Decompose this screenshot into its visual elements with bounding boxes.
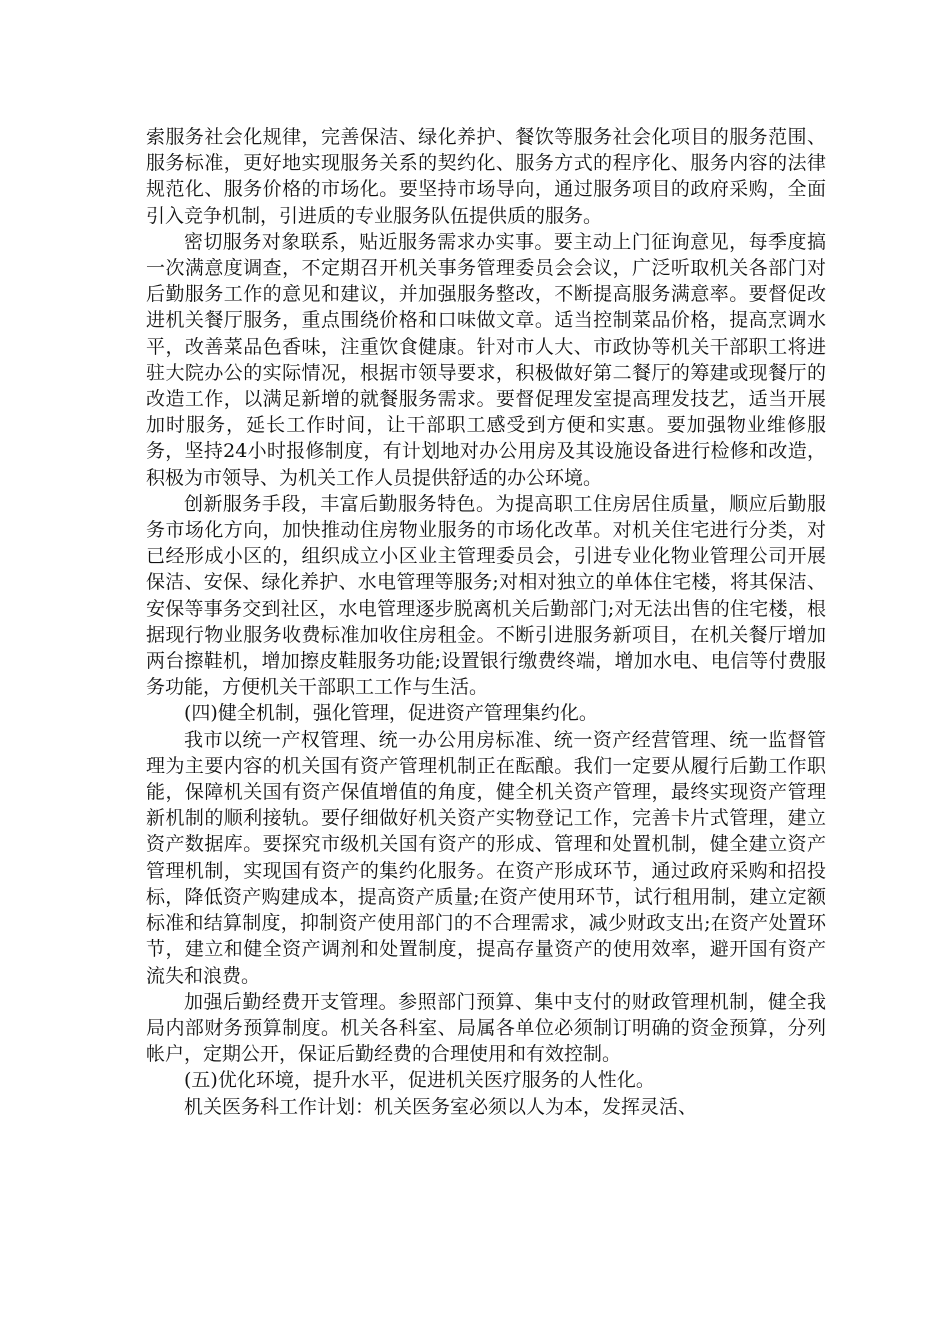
section-heading-5: (五)优化环境，提升水平，促进机关医疗服务的人性化。: [184, 1069, 655, 1092]
paragraph-1: 索服务社会化规律，完善保洁、绿化养护、餐饮等服务社会化项目的服务范围、服务标准，更好地实现服务关系的契约化、服务方式的程序化、服务内容的法律规范化、服务价格的市场化。要坚持市场导向，通过服务项目的政府采购，全面引入竞争机制，引进质的专业服务队伍提供质的服务。: [146, 126, 826, 227]
document-page: [146, 124, 826, 1120]
section-heading-4: (四)健全机制，强化管理，促进资产管理集约化。: [184, 702, 598, 725]
paragraph-5: 我市以统一产权管理、统一办公用房标准、统一资产经营管理、统一监督管理为主要内容的机关国有资产管理机制正在酝酿。我们一定要从履行后勤工作职能，保障机关国有资产保值增值的角度，健全机关资产管理，最终实现资产管理新机制的顺利接轨。要仔细做好机关资产实物登记工作，完善卡片式管理，建立资产数据库。要探究市级机关国有资产的形成、管理和处置机制，健全建立资产管理机制，实现国有资产的集约化服务。在资产形成环节，通过政府采购和招投标，降低资产购建成本，提高资产质量;在资产使用环节，试行租用制，建立定额标准和结算制度，抑制资产使用部门的不合理需求，减少财政支出;在资产处置环节，建立和健全资产调剂和处置制度，提高存量资产的使用效率，避开国有资产流失和浪费。: [146, 728, 826, 987]
paragraph-3: 创新服务手段，丰富后勤服务特色。为提高职工住房居住质量，顺应后勤服务市场化方向，加快推动住房物业服务的市场化改革。对机关住宅进行分类，对已经形成小区的，组织成立小区业主管理委员会，引进专业化物业管理公司开展保洁、安保、绿化养护、水电管理等服务;对相对独立的单体住宅楼，将其保洁、安保等事务交到社区，水电管理逐步脱离机关后勤部门;对无法出售的住宅楼，根据现行物业服务收费标准加收住房租金。不断引进服务新项目，在机关餐厅增加两台擦鞋机，增加擦皮鞋服务功能;设置银行缴费终端，增加水电、电信等付费服务功能，方便机关干部职工工作与生活。: [146, 492, 826, 699]
paragraph-6: 加强后勤经费开支管理。参照部门预算、集中支付的财政管理机制，健全我局内部财务预算制度。机关各科室、局属各单位必须制订明确的资金预算，分列帐户，定期公开，保证后勤经费的合理使用和有效控制。: [146, 990, 826, 1066]
paragraph-2: 密切服务对象联系，贴近服务需求办实事。要主动上门征询意见，每季度搞一次满意度调查，不定期召开机关事务管理委员会会议，广泛听取机关各部门对后勤服务工作的意见和建议，并加强服务整改，不断提高服务满意率。要督促改进机关餐厅服务，重点围绕价格和口味做文章。适当控制菜品价格，提高烹调水平，改善菜品色香味，注重饮食健康。针对市人大、市政协等机关干部职工将进驻大院办公的实际情况，根据市领导要求，积极做好第二餐厅的筹建或现餐厅的改造工作，以满足新增的就餐服务需求。要督促理发室提高理发技艺，适当开展加时服务，延长工作时间，让干部职工感受到方便和实惠。要加强物业维修服务，坚持24小时报修制度，有计划地对办公用房及其设施设备进行检修和改造，积极为市领导、为机关工作人员提供舒适的办公环境。: [146, 230, 826, 489]
paragraph-8: 机关医务科工作计划：机关医务室必须以人为本，发挥灵活、: [184, 1095, 698, 1118]
